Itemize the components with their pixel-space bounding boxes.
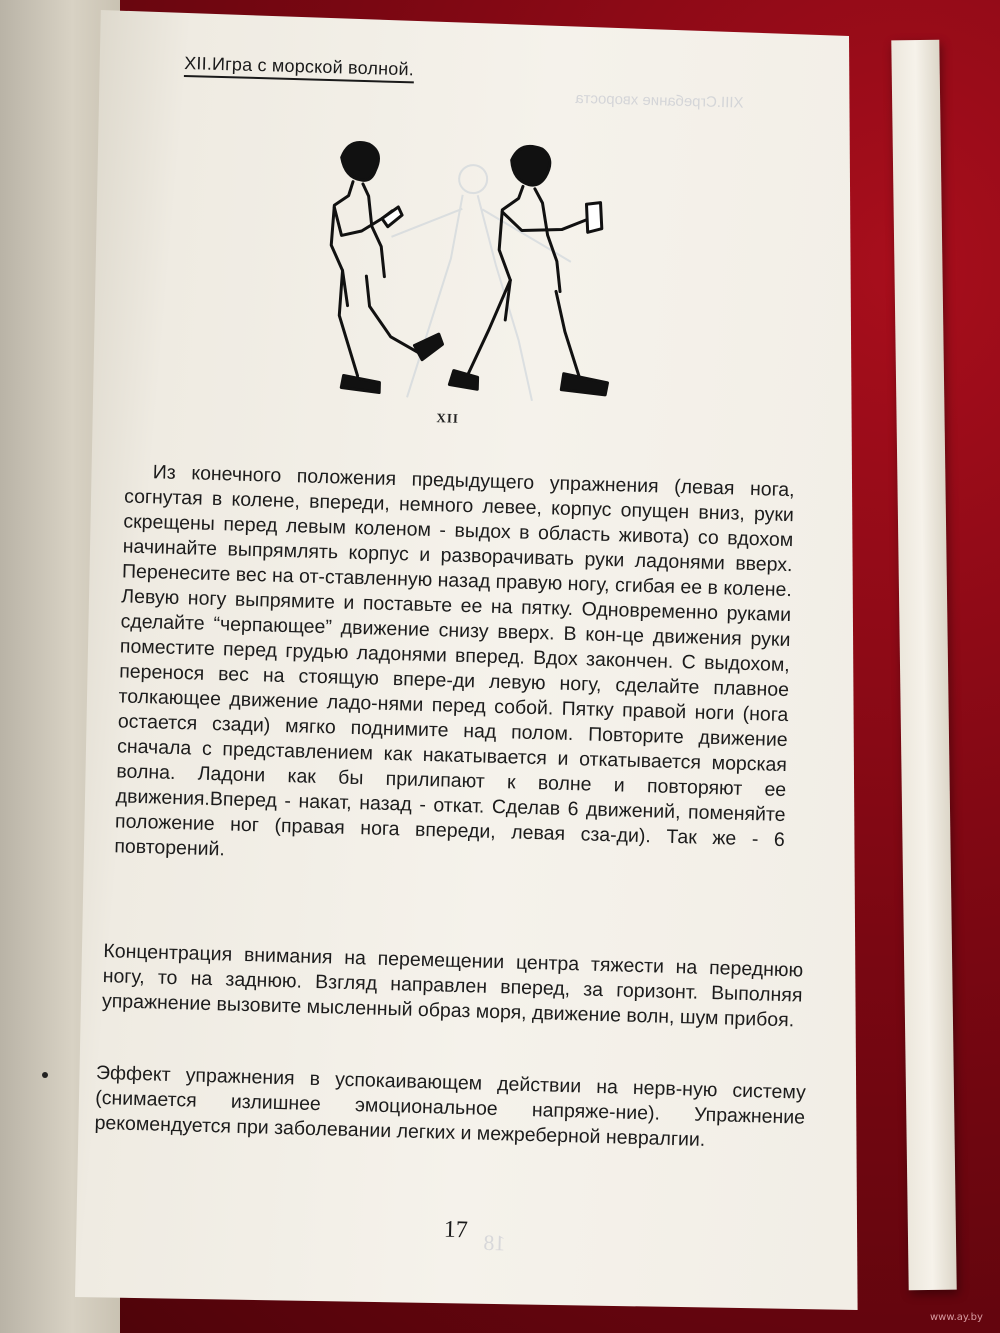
watermark: www.ay.by — [930, 1312, 983, 1323]
page-title: XII.Игра с морской волной. — [184, 53, 414, 83]
exercise-illustration — [317, 135, 624, 413]
margin-mark — [42, 1072, 48, 1078]
figure-left — [327, 142, 448, 394]
bleed-through-page-number: 18 — [483, 1229, 506, 1256]
paragraph-concentration: Концентрация внимания на перемещении центра тяжести на переднюю ногу, то на заднюю. Взгляд направлен вперед, за горизонт. Выполняя упражнение вызовите мысленный образ моря, движение волн, шум прибоя. — [101, 940, 804, 1032]
paragraph-effect: Эффект упражнения в успокаивающем действии на нерв-ную систему (снимается излишнее эмоциональное напряже-ние). Упражнение рекомендуется при заболевании легких и межреберной невралгии. — [94, 1061, 807, 1151]
page-number: 17 — [443, 1216, 469, 1244]
bleed-through-title: XIII.Сгребание хвороста — [575, 89, 744, 112]
paragraph-instructions: Из конечного положения предыдущего упражнения (левая нога, согнутая в колене, впереди, немного левее, корпус опущен вниз, руки скрещены перед левым коленом - выдох в область живота) со вдохом начинайте выпрямлять корпус и разворачивать руки ладонями вверх. Перенесите вес на от-ставленную назад правую ногу, сгибая ее в колене. Левую ногу выпрямите и поставьте ее на пятку. Одновременно руками сделайте “черпающее” движение снизу вверх. В кон-це движения руки поместите перед грудью ладонями вперед. Вдох закончен. С выдохом, перенося вес на стоящую впере-ди левую ногу, сделайте плавное толкающее движение ладо-нями перед собой. Пятку правой ноги (нога остается сзади) мягко поднимите над полом. Повторите движение сначала с представлением как накатывается и откатывается морская волна. Ладони как бы прилипают к волне и повторяют ее движения.Вперед - накат, назад - откат. Сделав 6 движений, поменяйте положение ног (правая нога впереди, левая сза-ди). Так же - 6 повторений. — [114, 461, 795, 861]
figure-caption: XII — [436, 410, 460, 426]
figure-right — [449, 144, 614, 395]
bleed-through-figure — [387, 163, 573, 402]
